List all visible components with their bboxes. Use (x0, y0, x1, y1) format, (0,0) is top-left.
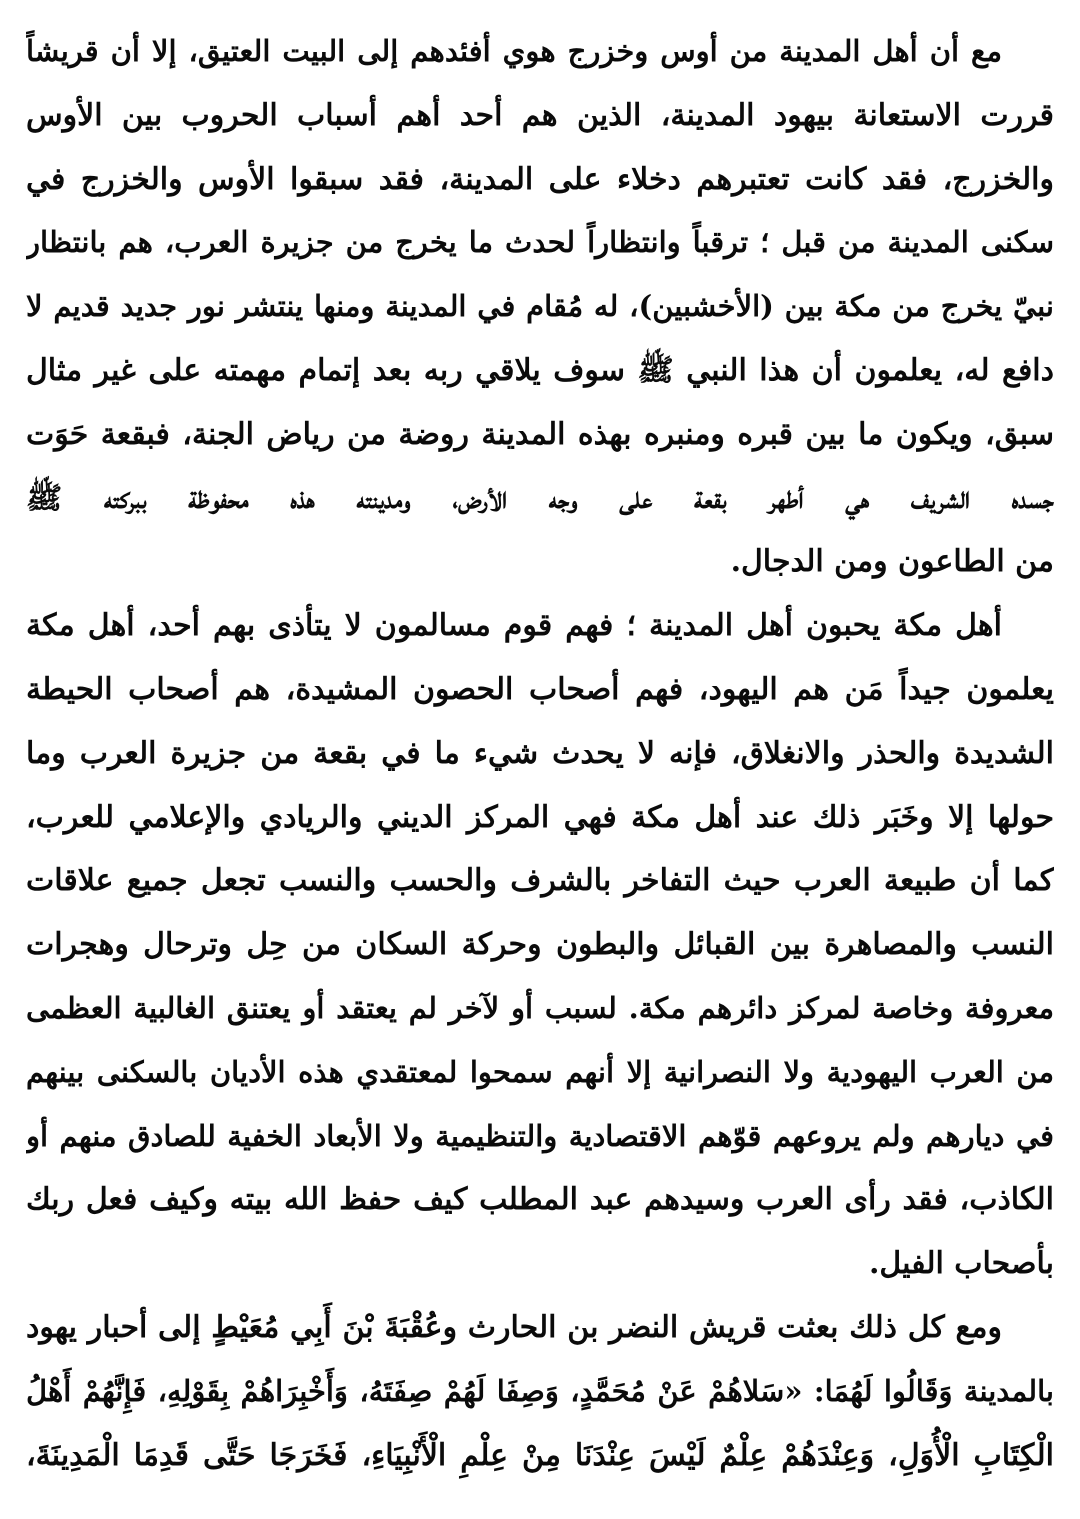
text-line: سبق، ويكون ما بين قبره ومنبره بهذه المدينة روضة من رياض الجنة، فبقعة حَوَت (26, 416, 1054, 452)
text-line: جسده الشريف هي أطهر بقعة على وجه الأرض، ومدينته هذه محفوظة ببركته ﷺ (26, 480, 1054, 516)
text-line: حولها إلا وخَبَر ذلك عند أهل مكة فهي المركز الديني والريادي والإعلامي للعرب، (26, 799, 1054, 835)
text-line: الْكِتَابِ الْأُوَلِ، وَعِنْدَهُمْ عِلْمٌ لَيْسَ عِنْدَنَا مِنْ عِلْمِ الْأَنْبِيَاءِ، فَخَرَجَا حَتَّى قَدِمَا الْمَدِينَةَ، (26, 1437, 1054, 1473)
paragraph-2 (26, 594, 1054, 1296)
text-line: والخزرج، فقد كانت تعتبرهم دخلاء على المدينة، فقد سبقوا الأوس والخزرج في (26, 161, 1054, 197)
text-line: كما أن طبيعة العرب حيث التفاخر بالشرف والحسب والنسب تجعل جميع علاقات (26, 863, 1054, 899)
text-line: أهل مكة يحبون أهل المدينة ؛ فهم قوم مسالمون لا يتأذى بهم أحد، أهل مكة (26, 608, 1002, 644)
text-line: مع أن أهل المدينة من أوس وخزرج هوي أفئدهم إلى البيت العتيق، إلا أن قريشاً (26, 34, 1002, 68)
text-line: من الطاعون ومن الدجال. (730, 544, 1054, 580)
text-line: النسب والمصاهرة بين القبائل والبطون وحركة السكان من حِل وترحال وهجرات (26, 927, 1054, 963)
text-line: بالمدينة وَقَالُوا لَهُمَا: «سَلاهُمْ عَنْ مُحَمَّدٍ، وَصِفَا لَهُمْ صِفَتَهُ، وَأَخْبِرَاهُمْ بِقَوْلِهِ، فَإِنَّهُمْ أَهْلُ (26, 1373, 1054, 1408)
text-line: دافع له، يعلمون أن هذا النبي ﷺ سوف يلاقي ربه بعد إتمام مهمته على غير مثال (26, 352, 1054, 388)
text-line: في ديارهم ولم يروعهم قوّهم الاقتصادية والتنظيمية ولا الأبعاد الخفية للصادق منهم أو (26, 1118, 1054, 1153)
text-line: ومع كل ذلك بعثت قريش النضر بن الحارث وعُقْبَةَ بْنَ أَبِي مُعَيْطٍ إلى أحبار يهود (26, 1309, 1002, 1345)
text-line: قررت الاستعانة بيهود المدينة، الذين هم أحد أهم أسباب الحروب بين الأوس (26, 97, 1054, 133)
text-line: بأصحاب الفيل. (868, 1246, 1054, 1282)
text-line: الكاذب، فقد رأى العرب وسيدهم عبد المطلب كيف حفظ الله بيته وكيف فعل ربك (26, 1182, 1054, 1218)
paragraph-3 (26, 1296, 1054, 1487)
paragraph-1 (26, 20, 1054, 594)
text-line: من العرب اليهودية ولا النصرانية إلا أنهم سمحوا لمعتقدي هذه الأديان بالسكنى بينهم (26, 1054, 1054, 1089)
text-line: نبيّ يخرج من مكة بين (الأخشبين)، له مُقام في المدينة ومنها ينتشر نور جديد قديم لا (26, 289, 1054, 324)
text-line: سكنى المدينة من قبل ؛ ترقباً وانتظاراً لحدث ما يخرج من جزيرة العرب، هم بانتظار (26, 225, 1054, 260)
text-line: معروفة وخاصة لمركز دائرهم مكة. لسبب أو لآخر لم يعتقد أو يعتنق الغالبية العظمى (26, 990, 1054, 1025)
text-line: الشديدة والحذر والانغلاق، فإنه لا يحدث شيء ما في بقعة من جزيرة العرب وما (26, 735, 1054, 771)
text-line: يعلمون جيداً مَن هم اليهود، فهم أصحاب الحصون المشيدة، هم أصحاب الحيطة (26, 671, 1054, 707)
